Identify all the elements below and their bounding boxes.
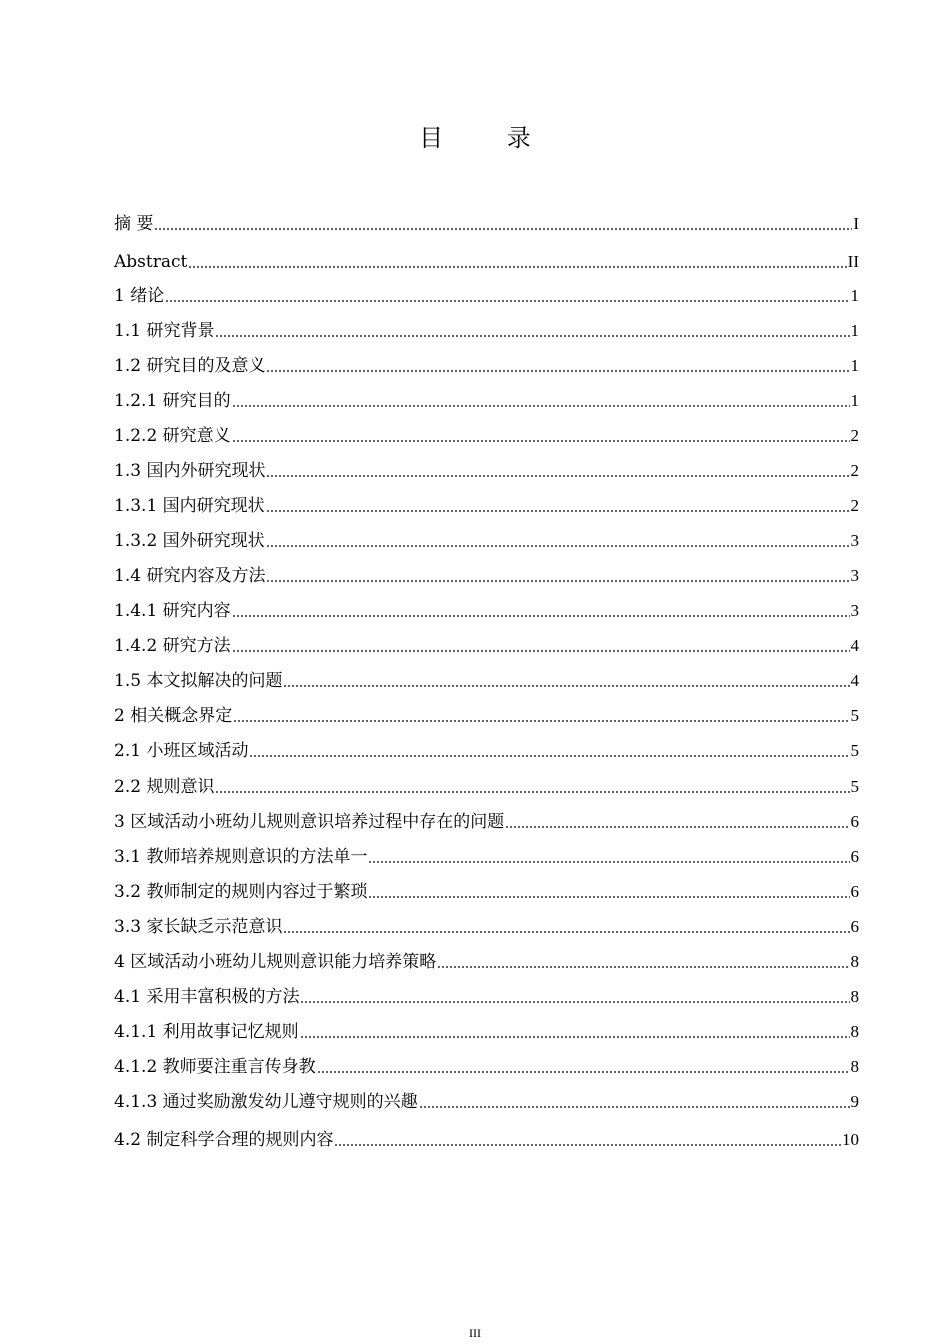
- toc-dot-leader: [249, 755, 849, 757]
- toc-entry[interactable]: [114, 459, 859, 483]
- toc-entry[interactable]: [114, 915, 859, 939]
- toc-dot-leader: [215, 791, 849, 793]
- toc-entry[interactable]: [114, 985, 859, 1009]
- toc-entry[interactable]: [114, 494, 859, 518]
- toc-entry-title: 4.2 制定科学合理的规则内容: [114, 1130, 334, 1150]
- toc-entry-title: 1.2.1 研究目的: [114, 391, 231, 411]
- toc-entry-page: 5: [850, 777, 859, 796]
- toc-entry[interactable]: [114, 212, 859, 236]
- page-title: 目 录: [419, 124, 559, 152]
- toc-dot-leader: [232, 615, 850, 617]
- toc-entry[interactable]: [114, 880, 859, 904]
- toc-dot-leader: [266, 545, 850, 547]
- toc-entry-title: 1.2.2 研究意义: [114, 426, 231, 446]
- toc-dot-leader: [232, 650, 850, 652]
- toc-entry-title: 1.3.2 国外研究现状: [114, 531, 265, 551]
- toc-entry-title: 4 区域活动小班幼儿规则意识能力培养策略: [114, 952, 437, 972]
- toc-entry-page: 1: [850, 321, 859, 340]
- toc-entry[interactable]: [114, 319, 859, 343]
- toc-dot-leader: [266, 580, 849, 582]
- toc-entry-title: 3.3 家长缺乏示范意识: [114, 917, 283, 937]
- toc-dot-leader: [154, 228, 852, 230]
- toc-dot-leader: [368, 861, 849, 863]
- toc-entry-page: 2: [850, 461, 859, 480]
- toc-entry-title: 1.4 研究内容及方法: [114, 566, 266, 586]
- toc-entry[interactable]: [114, 389, 859, 413]
- toc-dot-leader: [232, 440, 850, 442]
- toc-entry[interactable]: [114, 1090, 859, 1114]
- toc-entry-title: 1.4.1 研究内容: [114, 601, 231, 621]
- toc-entry-page: 5: [850, 741, 859, 760]
- toc-entry-page: 1: [850, 356, 859, 375]
- toc-entry[interactable]: [114, 704, 859, 728]
- toc-entry-page: 4: [850, 671, 859, 690]
- toc-entry-page: 2: [850, 426, 859, 445]
- toc-entry-page: I: [853, 214, 859, 233]
- toc-entry-page: 5: [850, 706, 859, 725]
- toc-entry-page: 6: [850, 917, 859, 936]
- toc-entry-title: 4.1.1 利用故事记忆规则: [114, 1022, 299, 1042]
- toc-entry-title: 3.1 教师培养规则意识的方法单一: [114, 847, 368, 867]
- toc-entry[interactable]: [114, 669, 859, 693]
- toc-entry[interactable]: [114, 739, 859, 763]
- toc-dot-leader: [266, 475, 849, 477]
- toc-entry[interactable]: [114, 424, 859, 448]
- toc-entry-title: 1.5 本文拟解决的问题: [114, 671, 283, 691]
- toc-dot-leader: [334, 1144, 841, 1146]
- toc-entry-title: 摘 要: [114, 214, 154, 234]
- toc-entry[interactable]: [114, 354, 859, 378]
- toc-entry-page: 6: [850, 847, 859, 866]
- toc-entry-title: 4.1 采用丰富积极的方法: [114, 987, 300, 1007]
- toc-entry-page: 2: [850, 496, 859, 515]
- toc-entry-page: 8: [850, 1057, 859, 1076]
- toc-entry-page: 6: [850, 882, 859, 901]
- toc-entry-title: Abstract: [114, 252, 188, 272]
- toc-entry[interactable]: [114, 1020, 859, 1044]
- toc-dot-leader: [188, 266, 846, 268]
- toc-entry-page: 3: [850, 531, 859, 550]
- toc-dot-leader: [165, 300, 849, 302]
- toc-entry-page: 1: [850, 286, 859, 305]
- toc-entry[interactable]: [114, 810, 859, 834]
- toc-entry-page: 8: [850, 987, 859, 1006]
- toc-entry[interactable]: [114, 250, 859, 274]
- toc-entry[interactable]: [114, 1128, 859, 1152]
- toc-dot-leader: [232, 405, 850, 407]
- toc-dot-leader: [266, 370, 849, 372]
- toc-entry-page: 6: [850, 812, 859, 831]
- toc-entry-title: 2.2 规则意识: [114, 777, 215, 797]
- toc-dot-leader: [368, 896, 849, 898]
- toc-entry-page: 3: [850, 601, 859, 620]
- toc-entry-page: 4: [850, 636, 859, 655]
- toc-entry-title: 3.2 教师制定的规则内容过于繁琐: [114, 882, 368, 902]
- toc-entry[interactable]: [114, 845, 859, 869]
- toc-entry[interactable]: [114, 564, 859, 588]
- toc-entry-page: 3: [850, 566, 859, 585]
- toc-entry-title: 1.4.2 研究方法: [114, 636, 231, 656]
- toc-entry[interactable]: [114, 529, 859, 553]
- toc-entry[interactable]: [114, 950, 859, 974]
- toc-entry-title: 1.3 国内外研究现状: [114, 461, 266, 481]
- toc-entry[interactable]: [114, 775, 859, 799]
- toc-entry-title: 4.1.2 教师要注重言传身教: [114, 1057, 316, 1077]
- toc-dot-leader: [300, 1036, 850, 1038]
- toc-entry-page: 8: [850, 952, 859, 971]
- toc-entry-page: 1: [850, 391, 859, 410]
- toc-entry-title: 1.3.1 国内研究现状: [114, 496, 265, 516]
- toc-dot-leader: [317, 1071, 850, 1073]
- toc-entry-title: 4.1.3 通过奖励激发幼儿遵守规则的兴趣: [114, 1092, 418, 1112]
- toc-entry-title: 3 区域活动小班幼儿规则意识培养过程中存在的问题: [114, 812, 505, 832]
- toc-entry-page: 8: [850, 1022, 859, 1041]
- toc-dot-leader: [437, 966, 849, 968]
- toc-entry-page: II: [847, 252, 859, 271]
- toc-entry-title: 2 相关概念界定: [114, 706, 233, 726]
- toc-entry[interactable]: [114, 599, 859, 623]
- toc-entry[interactable]: [114, 1055, 859, 1079]
- toc-dot-leader: [283, 931, 849, 933]
- toc-entry[interactable]: [114, 284, 859, 308]
- toc-dot-leader: [233, 720, 849, 722]
- toc-entry[interactable]: [114, 634, 859, 658]
- toc-dot-leader: [419, 1106, 850, 1108]
- toc-entry-title: 1.1 研究背景: [114, 321, 215, 341]
- toc-dot-leader: [283, 685, 849, 687]
- toc-dot-leader: [300, 1001, 849, 1003]
- toc-entry-title: 1 绪论: [114, 286, 165, 306]
- toc-entry-page: 9: [850, 1092, 859, 1111]
- toc-dot-leader: [505, 826, 849, 828]
- toc-dot-leader: [215, 335, 849, 337]
- page-number: III: [469, 1326, 481, 1340]
- toc-dot-leader: [266, 510, 850, 512]
- toc-entry-title: 2.1 小班区域活动: [114, 741, 249, 761]
- toc-entry-page: 10: [842, 1130, 859, 1149]
- toc-entry-title: 1.2 研究目的及意义: [114, 356, 266, 376]
